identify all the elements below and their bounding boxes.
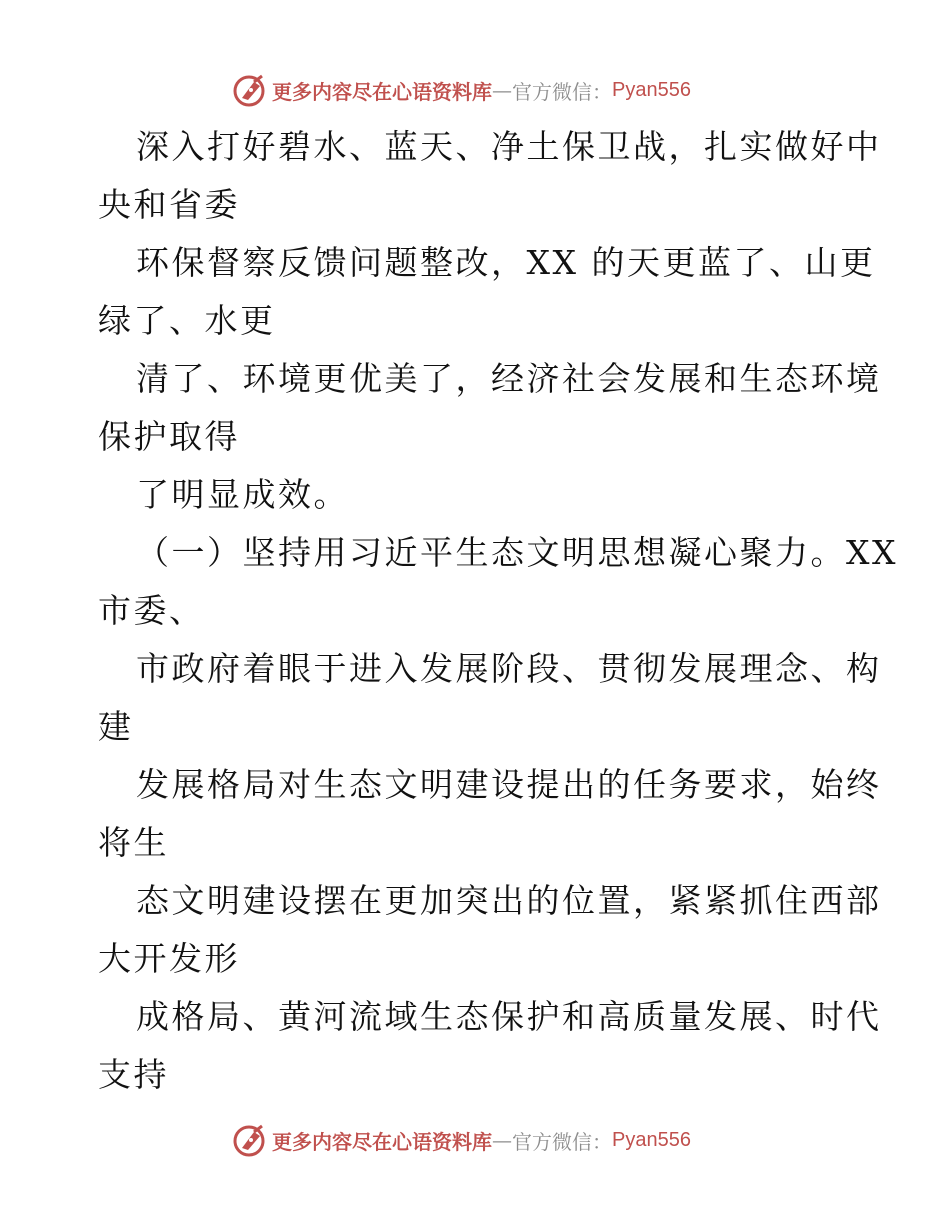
footer-banner-official-label: 官方微信：: [512, 1129, 612, 1154]
header-banner-dash: —: [492, 78, 512, 102]
body-line: 市政府着眼于进入发展阶段、贯彻发展理念、构: [136, 649, 882, 688]
footer-banner-wechat-id: Pyan556: [612, 1128, 691, 1151]
header-banner-brand: 更多内容尽在心语资料库: [272, 79, 492, 104]
footer-banner: [232, 1122, 691, 1158]
body-line: 环保督察反馈问题整改，XX 的天更蓝了、山更: [136, 243, 876, 282]
body-line: 成格局、黄河流域生态保护和高质量发展、时代: [136, 997, 882, 1036]
body-line: （一）坚持用习近平生态文明思想凝心聚力。XX: [136, 533, 898, 572]
body-line: 建: [98, 707, 134, 746]
pen-nib-logo-icon: [232, 72, 268, 108]
header-banner-wechat-id: Pyan556: [612, 78, 691, 101]
footer-banner-dash: —: [492, 1128, 512, 1152]
body-line: 深入打好碧水、蓝天、净土保卫战，扎实做好中: [136, 127, 882, 166]
body-line: 支持: [98, 1055, 169, 1094]
document-body: [98, 118, 898, 1104]
body-line: 市委、: [98, 591, 205, 630]
body-line: 发展格局对生态文明建设提出的任务要求，始终: [136, 765, 882, 804]
body-line: 态文明建设摆在更加突出的位置，紧紧抓住西部: [136, 881, 882, 920]
body-line: 绿了、水更: [98, 301, 276, 340]
body-line: 将生: [98, 823, 169, 862]
header-banner-official-label: 官方微信：: [512, 79, 612, 104]
pen-nib-logo-icon: [232, 1122, 268, 1158]
body-line: 大开发形: [98, 939, 240, 978]
header-banner: [232, 72, 691, 108]
body-line: 了明显成效。: [136, 475, 349, 514]
body-line: 央和省委: [98, 185, 240, 224]
body-line: 清了、环境更优美了，经济社会发展和生态环境: [136, 359, 882, 398]
footer-banner-brand: 更多内容尽在心语资料库: [272, 1129, 492, 1154]
body-line: 保护取得: [98, 417, 240, 456]
